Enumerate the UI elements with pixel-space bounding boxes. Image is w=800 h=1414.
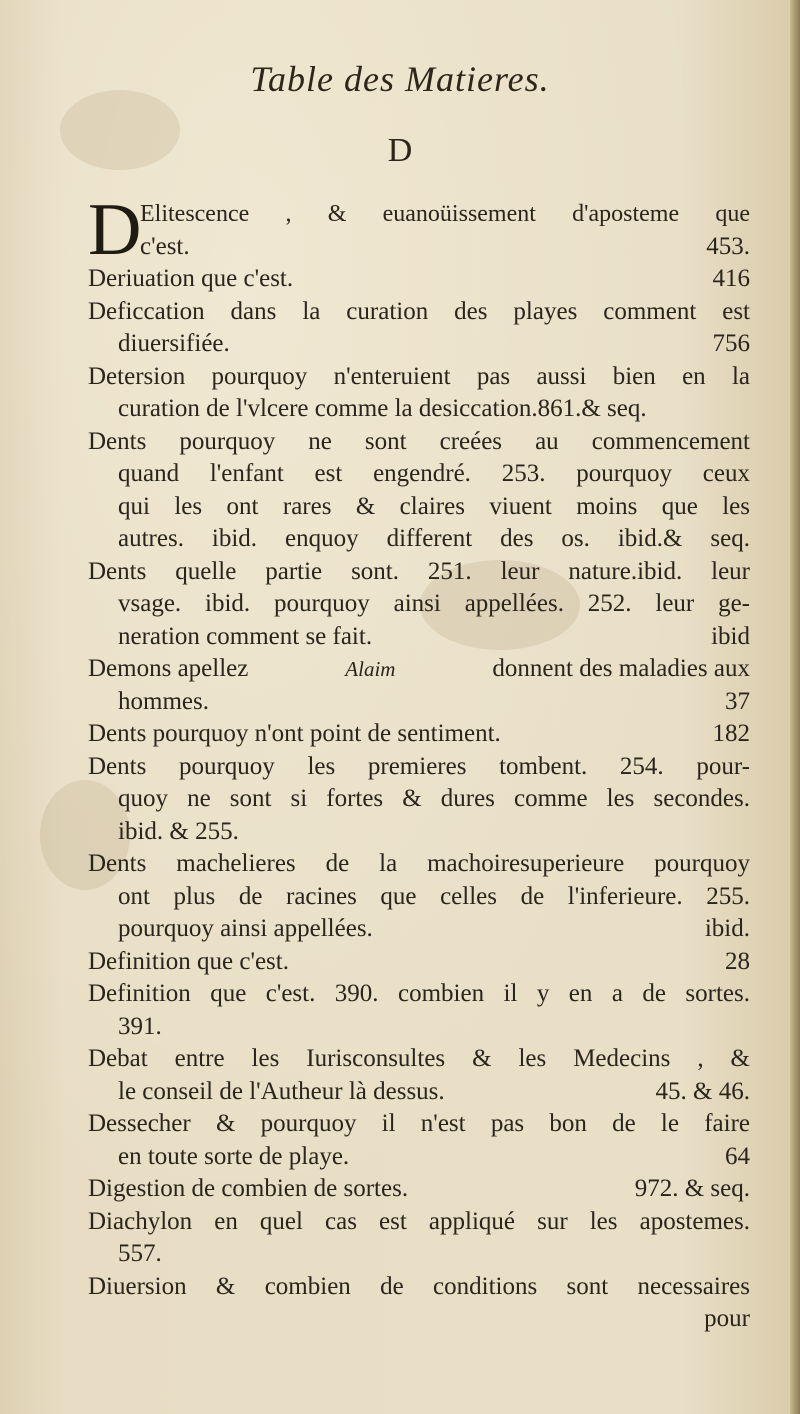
entry-line: Definition que c'est. 390. combien il y en a de sortes. xyxy=(88,980,750,1007)
entry-line: neration comment se fait. xyxy=(118,622,373,650)
index-entry xyxy=(88,718,750,751)
italic-term: Alaim xyxy=(345,657,396,681)
entry-line: vsage. ibid. pourquoy ainsi appellées. 252. leur ge- xyxy=(118,590,750,617)
index-entry xyxy=(88,653,750,718)
page-ref: 28 xyxy=(725,947,750,975)
entry-line: Debat entre les Iurisconsultes & les Medecins , & xyxy=(88,1045,750,1072)
index-entry xyxy=(88,189,750,271)
page-ref: 756 xyxy=(712,330,750,357)
catchword: pour xyxy=(704,1305,750,1332)
index-entry xyxy=(88,1173,750,1206)
entry-line: quoy ne sont si fortes & dures comme les secondes. xyxy=(118,785,750,812)
index-entry xyxy=(88,1043,750,1108)
entry-line: qui les ont rares & claires viuent moins que les xyxy=(118,492,750,520)
entry-line: curation de l'vlcere comme la desiccation.861.& seq. xyxy=(118,395,647,422)
index-entry xyxy=(88,426,750,556)
index-entry xyxy=(88,1108,750,1173)
index-entries xyxy=(88,189,750,1336)
index-entry xyxy=(88,946,750,979)
page-ref: 45. & 46. xyxy=(655,1077,750,1105)
entry-line-tail: donnent des maladies aux xyxy=(492,655,750,682)
entry-line: quand l'enfant est engendré. 253. pourquoy ceux xyxy=(118,460,750,487)
page-ref: ibid. xyxy=(704,915,750,942)
index-entry xyxy=(88,1271,750,1336)
page-ref: 64 xyxy=(725,1142,750,1170)
entry-line: Demons apellez xyxy=(88,655,249,682)
entry-line: Deriuation que c'est. xyxy=(88,265,294,292)
page-ref: 37 xyxy=(725,687,750,715)
entry-line: autres. ibid. enquoy different des os. ibid.& seq. xyxy=(118,525,750,552)
index-entry xyxy=(88,1206,750,1271)
entry-line: c'est. xyxy=(140,232,190,260)
entry-line: Dents pourquoy les premieres tombent. 254. pour- xyxy=(88,752,750,780)
running-head: Table des Matieres. xyxy=(250,59,550,99)
page-ref: 972. & seq. xyxy=(634,1175,750,1202)
entry-line: Dents quelle partie sont. 251. leur nature.ibid. leur xyxy=(88,557,750,585)
entry-line: Diuersion & combien de conditions sont necessaires xyxy=(88,1272,750,1300)
entry-line: Dents pourquoy ne sont creées au commencement xyxy=(88,427,750,455)
entry-line: Elitescence , & euanoüissement d'aposteme que xyxy=(140,201,750,227)
page-ref: 453. xyxy=(706,232,750,260)
page-ref: 182 xyxy=(712,720,750,747)
entry-line: Diachylon en quel cas est appliqué sur les apostemes. xyxy=(88,1207,750,1235)
drop-cap: D xyxy=(88,189,142,271)
entry-line: en toute sorte de playe. xyxy=(118,1142,350,1170)
entry-line: Digestion de combien de sortes. xyxy=(88,1175,409,1202)
entry-line: 391. xyxy=(118,1012,162,1040)
index-entry xyxy=(88,978,750,1043)
entry-line: Deficcation dans la curation des playes comment est xyxy=(88,297,750,325)
entry-line: le conseil de l'Autheur là dessus. xyxy=(118,1077,445,1105)
page-ref: 416 xyxy=(712,265,750,292)
entry-line: Detersion pourquoy n'enteruient pas aussi bien en la xyxy=(88,362,750,390)
entry-line: Dessecher & pourquoy il n'est pas bon de le faire xyxy=(88,1110,750,1137)
entry-line: diuersifiée. xyxy=(118,330,230,357)
entry-line: ibid. & 255. xyxy=(118,817,239,845)
page-edge xyxy=(790,0,800,1414)
page-ref: ibid xyxy=(711,622,750,650)
index-entry xyxy=(88,263,750,296)
entry-line: Dents machelieres de la machoiresuperieure pourquoy xyxy=(88,850,750,877)
index-entry xyxy=(88,556,750,654)
entry-line: Definition que c'est. xyxy=(88,947,289,975)
index-entry xyxy=(88,296,750,361)
index-entry xyxy=(88,848,750,946)
entry-line: 557. xyxy=(118,1240,162,1267)
entry-line: pourquoy ainsi appellées. xyxy=(118,915,373,942)
index-entry xyxy=(88,751,750,849)
section-letter: D xyxy=(387,132,413,169)
entry-line: hommes. xyxy=(118,687,209,715)
entry-line: ont plus de racines que celles de l'inferieure. 255. xyxy=(118,882,750,910)
index-entry xyxy=(88,361,750,426)
entry-line: Dents pourquoy n'ont point de sentiment. xyxy=(88,720,501,747)
